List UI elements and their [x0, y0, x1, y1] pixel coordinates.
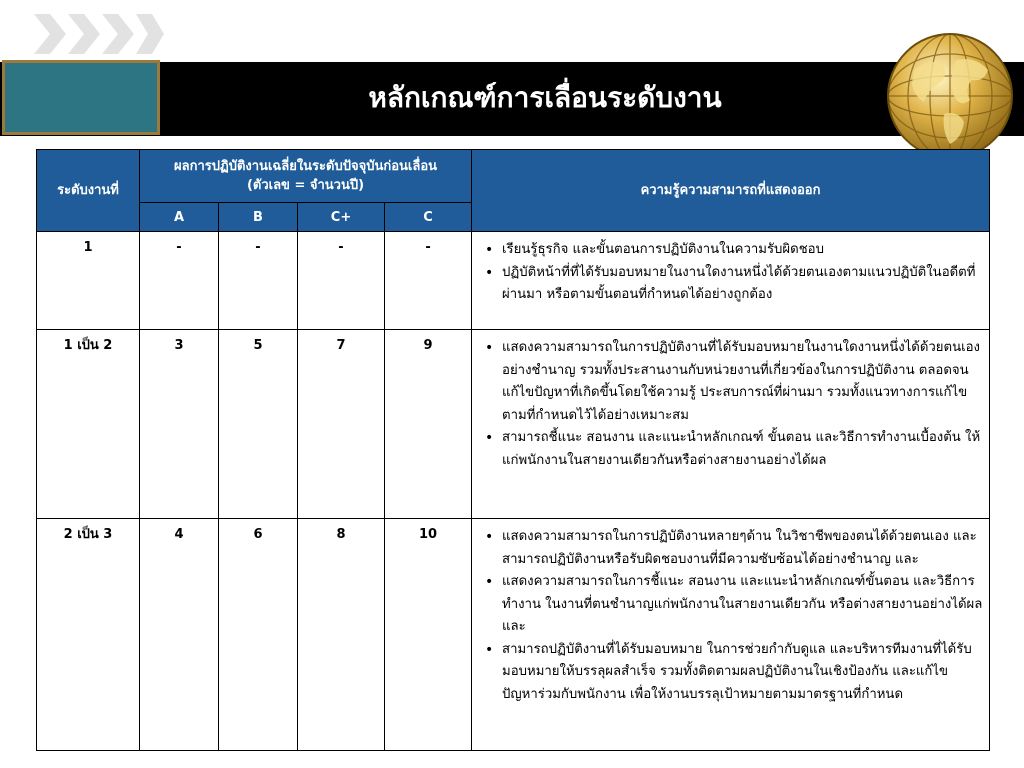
grade-c-plus-value: 7 — [298, 330, 385, 519]
grade-c-value: 9 — [385, 330, 472, 519]
table-row — [37, 330, 990, 519]
competency-cell — [472, 519, 990, 751]
grade-a-value: - — [140, 232, 219, 330]
row-level: 1 เป็น 2 — [37, 330, 140, 519]
grade-a-value: 3 — [140, 330, 219, 519]
bullet-item: • สามารถชี้แนะ สอนงาน และแนะนำหลักเกณฑ์ ขั้นตอน และวิธีการทำงานเบื้องต้น ให้แก่พนักงานในสายงานเดียวกันหรือต่างสายงานอย่างได้ผล — [502, 427, 983, 472]
row-level: 1 — [37, 232, 140, 330]
row-level: 2 เป็น 3 — [37, 519, 140, 751]
bullet-item: • แสดงความสามารถในการปฏิบัติงานหลายๆด้าน ในวิชาชีพของตนได้ด้วยตนเอง และสามารถปฏิบัติงานหรือรับผิดชอบงานที่มีความซับซ้อนได้อย่างชำนาญ และ — [502, 526, 983, 571]
bullet-item: • แสดงความสามารถในการปฏิบัติงานที่ได้รับมอบหมายในงานใดงานหนึ่งได้ด้วยตนเองอย่างชำนาญ รวมทั้งประสานงานกับหน่วยงานที่เกี่ยวข้องในการปฏิบัติงาน ตลอดจนแก้ไขปัญหาที่เกิดขึ้นโดยใช้ความรู้ ประสบการณ์ที่ผ่านมา รวมทั้งแนวทางการแก้ไขตามที่กำหนดไว้ได้อย่างเหมาะสม — [502, 337, 983, 427]
grade-b-value: 6 — [219, 519, 298, 751]
accent-block — [2, 60, 160, 135]
competency-cell — [472, 330, 990, 519]
grade-a-value: 4 — [140, 519, 219, 751]
bullet-item: • เรียนรู้ธุรกิจ และขั้นตอนการปฏิบัติงานในความรับผิดชอบ — [502, 239, 983, 262]
grade-b-value: 5 — [219, 330, 298, 519]
header-grade-c: C — [385, 203, 472, 232]
grade-c-value: - — [385, 232, 472, 330]
bullet-item: • สามารถปฏิบัติงานที่ได้รับมอบหมาย ในการช่วยกำกับดูแล และบริหารทีมงานที่ได้รับมอบหมายให้บรรลุผลสำเร็จ รวมทั้งติดตามผลปฏิบัติงานในเชิงป้องกัน และแก้ไขปัญหาร่วมกับพนักงาน เพื่อให้งานบรรลุเป้าหมายตามมาตรฐานที่กำหนด — [502, 639, 983, 707]
page-title: หลักเกณฑ์การเลื่อนระดับงาน — [368, 81, 722, 114]
header-competency: ความรู้ความสามารถที่แสดงออก — [472, 150, 990, 232]
chevron-arrows-icon — [34, 12, 164, 56]
grade-c-plus-value: 8 — [298, 519, 385, 751]
header-grade-a: A — [140, 203, 219, 232]
competency-cell — [472, 232, 990, 330]
header-grade-c-plus: C+ — [298, 203, 385, 232]
table-row — [37, 232, 990, 330]
bullet-item: • ปฏิบัติหน้าที่ที่ได้รับมอบหมายในงานใดงานหนึ่งได้ด้วยตนเองตามแนวปฏิบัติในอดีตที่ผ่านมา หรือตามขั้นตอนที่กำหนดได้อย่างถูกต้อง — [502, 262, 983, 307]
grade-c-value: 10 — [385, 519, 472, 751]
bullet-item: • แสดงความสามารถในการชี้แนะ สอนงาน และแนะนำหลักเกณฑ์ขั้นตอน และวิธีการทำงาน ในงานที่ตนชำนาญแก่พนักงานในสายงานเดียวกัน หรือต่างสายงานอย่างได้ผล และ — [502, 571, 983, 639]
header-grade-b: B — [219, 203, 298, 232]
grade-b-value: - — [219, 232, 298, 330]
globe-icon — [884, 30, 1016, 162]
grade-c-plus-value: - — [298, 232, 385, 330]
header-performance: ผลการปฏิบัติงานเฉลี่ยในระดับปัจจุบันก่อนเลื่อน (ตัวเลข = จำนวนปี) — [140, 150, 472, 203]
header-level: ระดับงานที่ — [37, 150, 140, 232]
table-row — [37, 519, 990, 751]
promotion-criteria-table — [36, 149, 990, 751]
